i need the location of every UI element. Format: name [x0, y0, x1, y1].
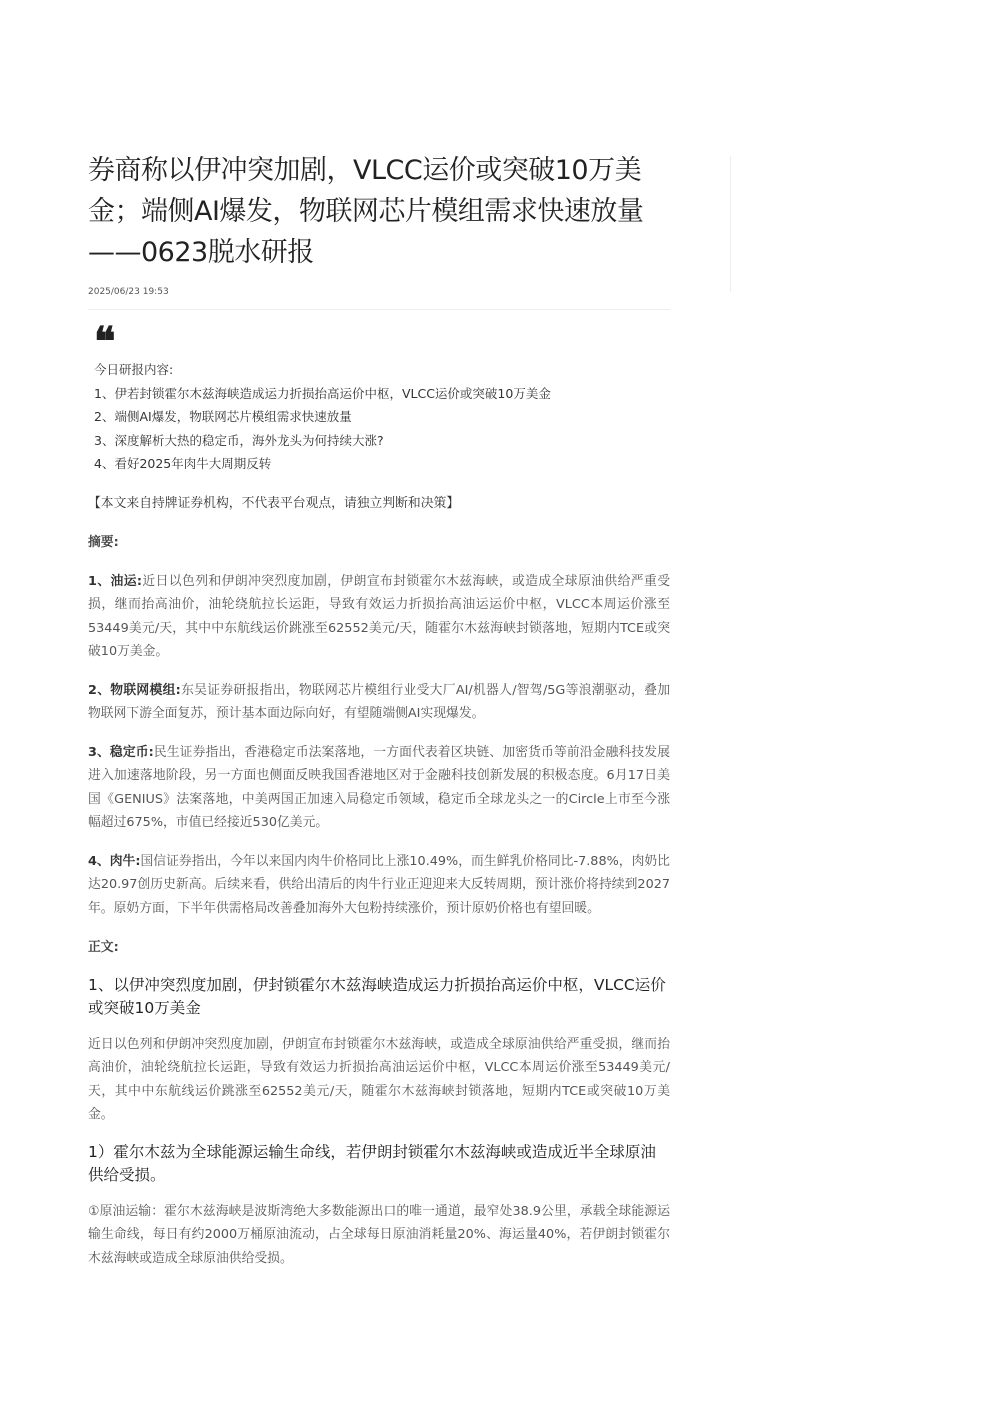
article: [88, 150, 670, 1270]
sidebar-frame: [730, 156, 743, 292]
section-heading: 1、以伊冲突烈度加剧，伊封锁霍尔木兹海峡造成运力折损抬高运价中枢，VLCC运价或突破10万美金: [88, 975, 666, 1017]
summary-item-label: 2、物联网模组:: [88, 682, 181, 698]
title-line: 券商称以伊冲突加剧，VLCC运价或突破10万美: [88, 155, 642, 186]
section-paragraph: ①原油运输：霍尔木兹海峡是波斯湾绝大多数能源出口的唯一通道，最窄处38.9公里，承载全球能源运输生命线，每日有约2000万桶原油流动，占全球每日原油消耗量20%、海运量40%，若伊朗封锁霍尔木兹海峡或造成全球原油供给受损。: [88, 1203, 670, 1266]
page-title: [88, 150, 670, 273]
title-line: 金；端侧AI爆发，物联网芯片模组需求快速放量: [88, 196, 644, 227]
summary-item-label: 3、稳定币:: [88, 744, 154, 760]
quote-line: 今日研报内容:: [94, 362, 174, 377]
summary-item-text: 民生证券指出，香港稳定币法案落地，一方面代表着区块链、加密货币等前沿金融科技发展进入加速落地阶段，另一方面也侧面反映我国香港地区对于金融科技创新发展的积极态度。6月17日美国《GENIUS》法案落地，中美两国正加速入局稳定币领域，稳定币全球龙头之一的Circle上市至今涨幅超过675%，市值已经接近530亿美元。: [88, 744, 671, 830]
summary-item-text: 近日以色列和伊朗冲突烈度加剧，伊朗宣布封锁霍尔木兹海峡，或造成全球原油供给严重受损，继而抬高油价，油轮绕航拉长运距，导致有效运力折损抬高油运运价中枢，VLCC本周运价涨至53449美元/天，其中中东航线运价跳涨至62552美元/天，随霍尔木兹海峡封锁落地，短期内TCE或突破10万美金。: [88, 573, 670, 659]
section-heading: 1）霍尔木兹为全球能源运输生命线，若伊朗封锁霍尔木兹海峡或造成近半全球原油供给受损。: [88, 1142, 656, 1184]
quote-line: 4、看好2025年肉牛大周期反转: [94, 456, 272, 471]
summary-item-label: 4、肉牛:: [88, 853, 141, 869]
summary-item-text: 东吴证券研报指出，物联网芯片模组行业受大厂AI/机器人/智驾/5G等浪潮驱动，叠加物联网下游全面复苏，预计基本面边际向好，有望随端侧AI实现爆发。: [88, 682, 670, 721]
quote-box: [88, 318, 670, 476]
summary-paragraph: [88, 679, 670, 726]
summary-paragraph: [88, 741, 670, 835]
quote-line: 3、深度解析大热的稳定币，海外龙头为何持续大涨?: [94, 432, 384, 448]
quote-icon: ❝: [94, 318, 112, 365]
publish-date: 2025/06/23 19:53: [88, 287, 169, 297]
summary-label: 摘要:: [88, 535, 119, 550]
quote-line: 1、伊若封锁霍尔木兹海峡造成运力折损抬高运价中枢，VLCC运价或突破10万美金: [94, 385, 551, 401]
summary-paragraph: [88, 570, 670, 664]
summary-paragraph: [88, 850, 670, 921]
section-paragraph: 近日以色列和伊朗冲突烈度加剧，伊朗宣布封锁霍尔木兹海峡，或造成全球原油供给严重受损，继而抬高油价，油轮绕航拉长运距，导致有效运力折损抬高油运运价中枢，VLCC本周运价涨至53449美元/天，其中中东航线运价跳涨至62552美元/天，随霍尔木兹海峡封锁落地，短期内TCE或突破10万美金。: [88, 1036, 670, 1122]
disclaimer-notice: 【本文来自持牌证券机构，不代表平台观点，请独立判断和决策】: [88, 495, 460, 511]
summary-item-text: 国信证券指出，今年以来国内肉牛价格同比上涨10.49%，而生鲜乳价格同比-7.88%，肉奶比达20.97创历史新高。后续来看，供给出清后的肉牛行业正迎迎来大反转周期，预计涨价将持续到2027年。原奶方面，下半年供需格局改善叠加海外大包粉持续涨价，预计原奶价格也有望回暖。: [88, 853, 670, 916]
quote-line: 2、端侧AI爆发，物联网芯片模组需求快速放量: [94, 409, 352, 424]
title-line: ——0623脱水研报: [88, 237, 314, 268]
body-label: 正文:: [88, 940, 119, 955]
divider: [88, 309, 670, 310]
summary-item-label: 1、油运:: [88, 573, 143, 589]
